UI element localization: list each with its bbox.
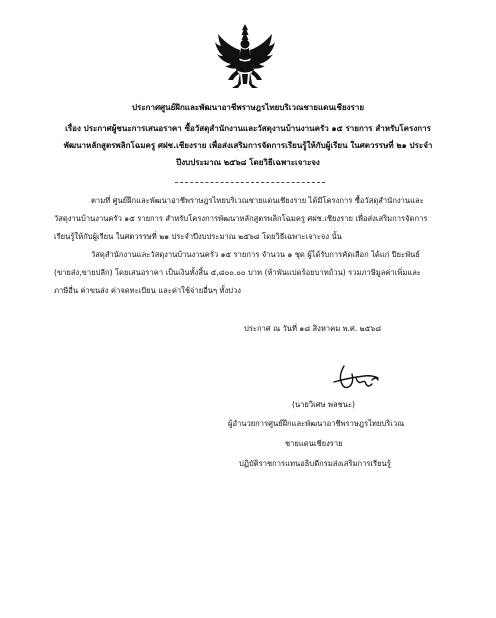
para1-line-2: วัสดุงานบ้านงานครัว ๑๕ รายการ สำหรับโครงการพัฒนาหลักสูตรพลิกโฉมครู ศฝช.เชียงราย เพื่อส่งเสริมการจัดการ [54, 214, 428, 223]
para1-line-1: ตามที่ ศูนย์ฝึกและพัฒนาอาชีพราษฎรไทยบริเวณชายแดนเชียงราย ได้มีโครงการ ซื้อวัสดุสำนักงานและ [91, 196, 424, 205]
para1-line-3: เรียนรู้ให้กับผู้เรียน ในศตวรรษที่ ๒๑ ประจำปีงบประมาณ ๒๕๖๘ โดยวิธีเฉพาะเจาะจง นั้น [54, 232, 342, 241]
para2-line-2: (ขายส่ง,ขายปลีก) โดยเสนอราคา เป็นเงินทั้งสิ้น ๕,๘๐๐.๐๐ บาท (ห้าพันแปดร้อยบาทถ้วน) รวมภาษีมูลค่าเพิ่มและ [54, 268, 422, 277]
signer-name: (นายวิเศษ พลชนะ) [292, 400, 356, 409]
para2-line-3: ภาษีอื่น ค่าขนส่ง ค่าจดทะเบียน และค่าใช้จ่ายอื่นๆ ทั้งปวง [54, 286, 241, 295]
signer-position-3: ปฏิบัติราชการแทนอธิบดีกรมส่งเสริมการเรียนรู้ [239, 459, 391, 468]
subject-line-3: ปีงบประมาณ ๒๕๖๘ โดยวิธีเฉพาะเจาะจง [176, 158, 320, 167]
subject-line-1: เรื่อง ประกาศผู้ชนะการเสนอราคา ซื้อวัสดุสำนักงานและวัสดุงานบ้านงานครัว ๑๕ รายการ สำหรับโครงการ [65, 124, 431, 133]
signer-position-1: ผู้อำนวยการศูนย์ฝึกและพัฒนาอาชีพราษฎรไทยบริเวณ [228, 419, 405, 428]
subject-line-2: พัฒนาหลักสูตรพลิกโฉมครู ศฝช.เชียงราย เพื่อส่งเสริมการจัดการเรียนรู้ให้กับผู้เรียน ในศตวรรษที่ ๒๑ ประจำ [63, 141, 433, 150]
handwritten-signature [330, 362, 388, 396]
garuda-emblem-icon [213, 22, 277, 92]
org-heading: ประกาศศูนย์ฝึกและพัฒนาอาชีพราษฎรไทยบริเวณชายแดนเชียงราย [131, 103, 365, 112]
announce-date: ประกาศ ณ วันที่ ๑๘ สิงหาคม พ.ศ. ๒๕๖๘ [244, 324, 382, 333]
signer-position-2: ชายแดนเชียงราย [285, 439, 343, 448]
separator-line [175, 182, 325, 183]
para2-line-1: วัสดุสำนักงานและวัสดุงานบ้านงานครัว ๑๕ รายการ จำนวน ๑ ชุด ผู้ได้รับการคัดเลือก ได้แก่ ปียะพันธ์ [91, 250, 420, 259]
